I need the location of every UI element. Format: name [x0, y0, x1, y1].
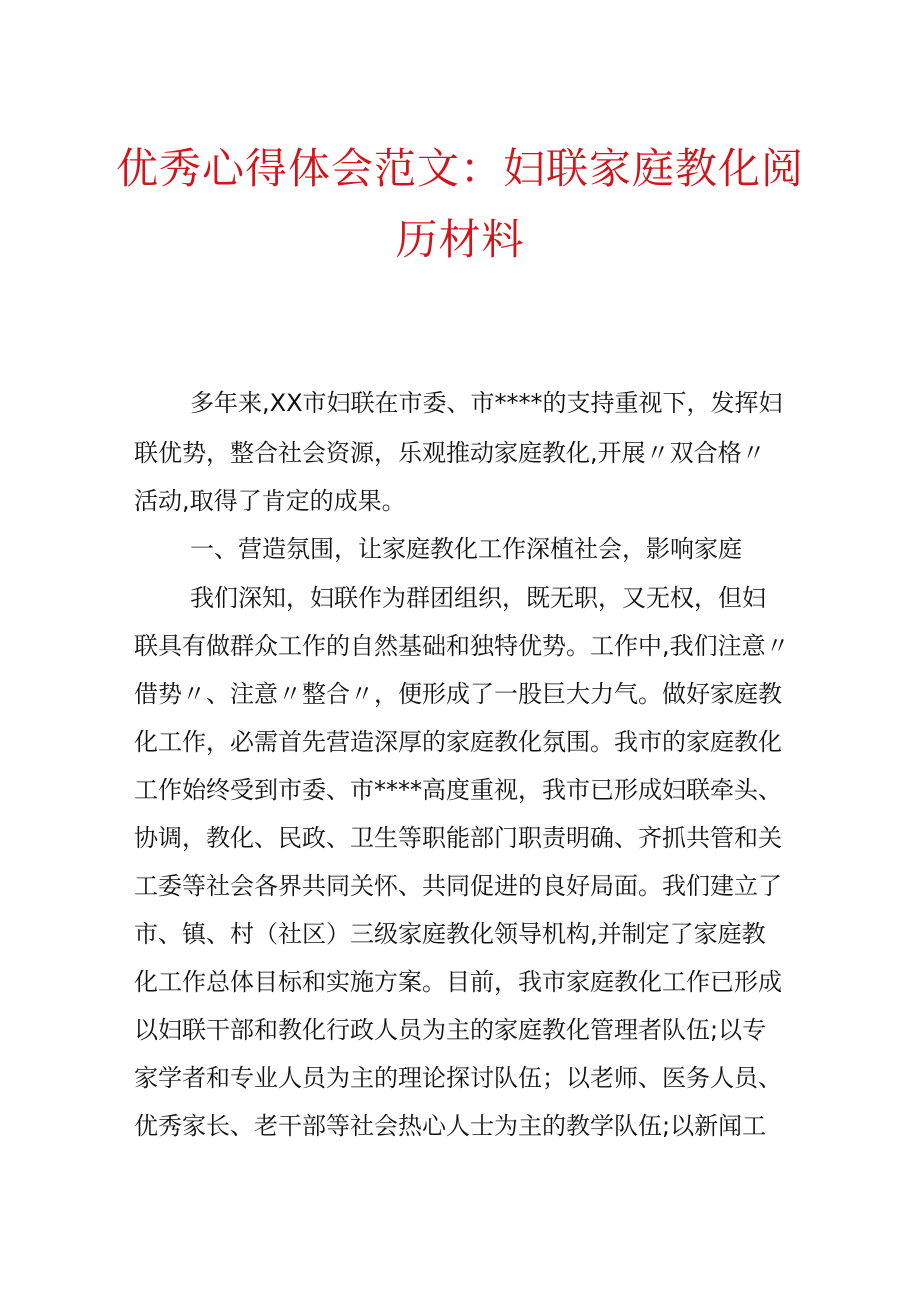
section-heading-1: 一、营造氛围，让家庭教化工作深植社会，影响家庭: [190, 535, 742, 563]
paragraph-2-line-11: 家学者和专业人员为主的理论探讨队伍；以老师、医务人员、: [134, 1064, 782, 1092]
paragraph-2-line-6: 协调，教化、民政、卫生等职能部门职责明确、齐抓共管和关: [134, 824, 782, 852]
paragraph-2-line-4: 化工作，必需首先营造深厚的家庭教化氛围。我市的家庭教化: [134, 728, 782, 756]
paragraph-2-line-8: 市、镇、村（社区）三级家庭教化领导机构,并制定了家庭教: [134, 920, 766, 948]
document-title-line-2: 历材料: [395, 215, 525, 264]
paragraph-2-line-9: 化工作总体目标和实施方案。目前，我市家庭教化工作已形成: [134, 968, 782, 996]
document-title-line-1: 优秀心得体会范文：妇联家庭教化阅: [115, 144, 804, 193]
paragraph-1-line-3: 活动,取得了肯定的成果。: [134, 487, 406, 515]
paragraph-2-line-7: 工委等社会各界共同关怀、共同促进的良好局面。我们建立了: [134, 872, 782, 900]
paragraph-2-line-2: 联具有做群众工作的自然基础和独特优势。工作中,我们注意〃: [134, 632, 790, 660]
paragraph-1-line-2: 联优势，整合社会资源，乐观推动家庭教化,开展〃双合格〃: [134, 439, 766, 467]
paragraph-2-line-5: 工作始终受到市委、市****高度重视，我市已形成妇联牵头、: [134, 776, 782, 804]
paragraph-2-line-1: 我们深知，妇联作为群团组织，既无职，又无权，但妇: [190, 584, 766, 612]
paragraph-2-line-10: 以妇联干部和教化行政人员为主的家庭教化管理者队伍;以专: [134, 1016, 767, 1044]
paragraph-2-line-12: 优秀家长、老干部等社会热心人士为主的教学队伍;以新闻工: [134, 1112, 767, 1140]
paragraph-2-line-3: 借势〃、注意〃整合〃，便形成了一股巨大力气。做好家庭教: [134, 680, 782, 708]
paragraph-1-line-1: 多年来,XX市妇联在市委、市****的支持重视下，发挥妇: [190, 389, 783, 417]
